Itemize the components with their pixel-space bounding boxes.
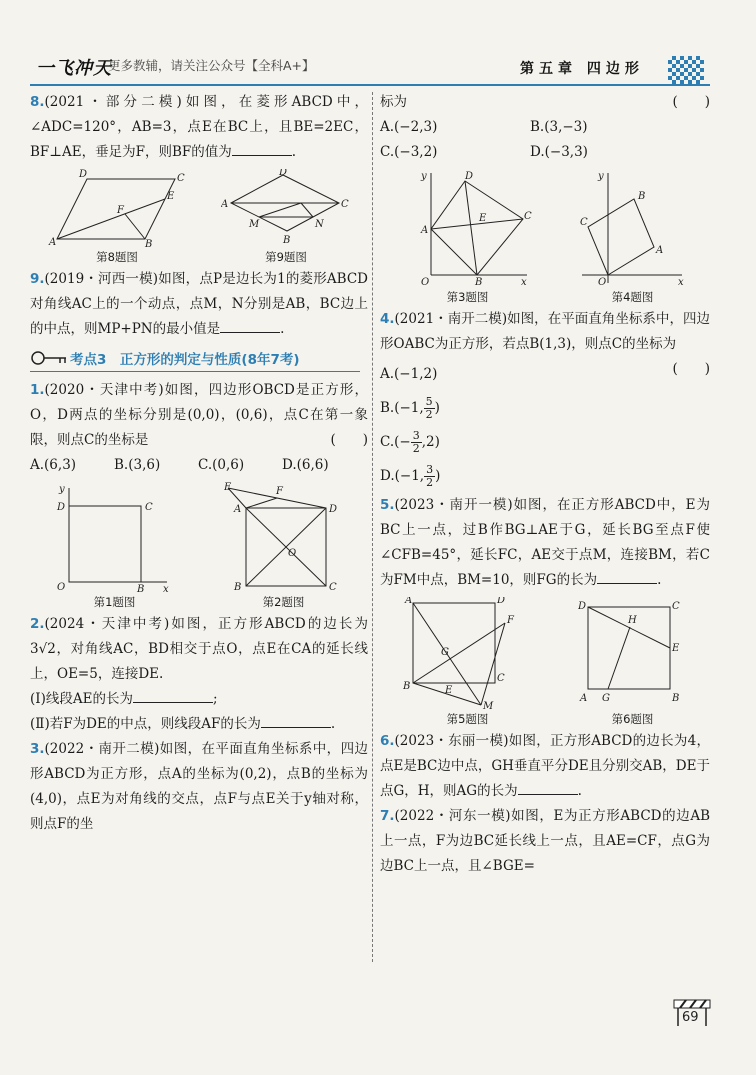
answer-blank[interactable] [220,318,280,333]
fig2-label: A [233,504,241,515]
fig9-label: D [279,169,288,178]
question-9: 9.(2019・河西一模)如图，点P是边长为1的菱形ABCD对角线AC上的一个动点，点M，N分别是AB，BC边上的中点，则MP+PN的最小值是 . [30,271,368,337]
page-number: 69 [682,1010,699,1025]
figure-6-caption: 第6题图 [611,712,654,726]
question-7: 7.(2022・河东一模)如图，E为正方形ABCD的边AB上一点，F为边BC延长线上一点，且AE=CF，点G为边BC上一点，且∠BGE= [380,808,710,874]
answer-blank[interactable] [232,141,292,156]
fig6-label: H [627,615,637,626]
fig1-label: C [144,502,153,513]
answer-blank[interactable] [518,780,578,795]
fig3-label: D [464,171,473,182]
fig2-label: B [233,582,241,592]
checker-decoration-icon [668,56,704,84]
question-2-part-1: (Ⅰ)线段AE的长为 ; [30,687,368,712]
fig3-label: O [420,277,429,287]
question-1: 1.(2020・天津中考)如图，四边形OBCD是正方形，O，D两点的坐标分别是(0,0)，(0,6)，点C在第一象限，则点C的坐标是 ( ) [30,378,368,453]
fig8-label: A [49,237,57,247]
figures-8-9 [30,169,368,265]
question-3-options [380,115,710,165]
figures-5-6 [380,597,710,727]
figure-9 [221,169,351,265]
fig4-label: x [677,277,684,287]
right-column [380,90,710,879]
fig2-label: C [328,582,337,592]
question-3: 3.(2022・南开二模)如图，在平面直角坐标系中，四边形ABCD为正方形，点A的坐标为(0,2)，点B的坐标为(4,0)，点E为对角线的交点，点F与点E关于y轴对称，则点F的坐 [30,741,368,832]
fig2-label: D [328,504,337,515]
question-5: 5.(2023・南开一模)如图，在正方形ABCD中，E为BC上一点，过B作BG⊥AE于G，延长BG至点F使∠CFB=45°，延长FC，AE交于点M，连接BM，若C为FM中点，BM=10，则FG的长为 . [380,497,710,588]
left-column [30,90,368,837]
fig3-label: x [520,277,527,287]
figure-8 [47,169,187,265]
question-2: 2.(2024・天津中考)如图，正方形ABCD的边长为3√2，对角线AC，BD相交于点O，点E在CA的延长线上，OE=5，连接DE. [30,616,368,682]
figure-2-diagram [224,482,344,592]
fig8-label: E [167,191,175,202]
chapter-title: 第五章 四边形 [520,61,644,77]
fig4-label: B [637,191,645,202]
fig5-label: D [496,597,505,606]
fig5-label: B [402,681,410,692]
fig8-label: B [145,239,153,247]
fig6-label: G [601,693,610,704]
fig6-label: E [671,643,679,654]
fig9-label: M [249,219,260,230]
fig2-label: F [275,486,283,497]
fig4-label: A [655,245,663,256]
fig9-label: N [315,219,324,230]
fig5-label: A [404,597,412,606]
figure-8-diagram [47,169,187,247]
answer-blank[interactable] [261,713,331,728]
section-heading: 考点3 正方形的判定与性质(8年7考) [30,348,360,372]
figure-5-caption: 第5题图 [446,712,489,726]
header-rule [30,84,710,86]
fig8-label: F [117,205,124,216]
fig6-label: B [671,693,679,704]
fig2-label: O [287,548,296,559]
fig5-label: E [444,685,452,696]
fig9-label: A [221,199,229,210]
question-6: 6.(2023・东丽一模)如图，正方形ABCD的边长为4，点E是BC边中点，GH垂直平分DE且分别交AB，DE于点G，H，则AG的长为 . [380,733,710,799]
fig1-label: y [58,484,65,495]
fig8-label: C [177,173,185,184]
figure-1-caption: 第1题图 [93,595,136,609]
option-a[interactable]: A.(6,3) [30,457,77,473]
option-d[interactable]: D.(6,6) [282,457,329,473]
question-4: 4.(2021・南开二模)如图，在平面直角坐标系中，四边形OABC为正方形，若点B(1,3)，则点C的坐标为 ( ) [380,307,710,357]
fig1-label: O [56,582,65,592]
fig2-label: E [223,482,231,493]
figure-4 [578,169,688,305]
page-number-badge [670,998,714,1028]
answer-paren[interactable]: ( ) [330,432,368,448]
fig6-label: D [577,601,586,612]
fig5-label: F [506,615,514,626]
option-c[interactable]: C.(− $\frac{3}{2}$ ,2) [380,429,440,455]
figure-3-diagram [403,169,533,287]
fig4-label: O [597,277,606,287]
figure-2-caption: 第2题图 [262,595,305,609]
option-a[interactable]: A.(−2,3) [380,119,438,135]
figure-8-caption: 第8题图 [96,250,138,264]
page-header [0,44,756,90]
figure-1 [55,482,175,610]
fig3-label: C [523,211,532,222]
figure-2 [224,482,344,610]
question-4-options [380,357,672,493]
fig4-label: C [579,217,588,228]
fig9-label: B [283,235,291,246]
figure-5 [403,597,533,727]
option-c[interactable]: C.(0,6) [198,457,245,473]
answer-blank[interactable] [597,569,657,584]
fig3-label: B [474,277,482,287]
answer-blank[interactable] [133,688,213,703]
figure-9-caption: 第9题图 [265,250,307,264]
fig1-label: D [56,502,65,513]
answer-paren[interactable]: ( ) [672,361,710,377]
figure-9-diagram [221,169,351,247]
fig4-label: y [597,171,604,182]
question-2-part-2: (Ⅱ)若F为DE的中点，则线段AF的长为 . [30,712,368,737]
figure-3-caption: 第3题图 [446,290,489,304]
key-icon [30,349,70,367]
answer-paren[interactable]: ( ) [672,94,710,110]
fig5-label: C [496,673,505,684]
figures-3-4 [380,169,710,305]
figure-6-diagram [578,597,688,709]
fig1-label: B [136,584,144,592]
fig3-label: A [420,225,428,236]
question-1-options [30,453,368,478]
option-b[interactable]: B.(−1, $\frac{5}{2}$ ) [380,395,440,421]
fig5-label: M [482,701,493,709]
fig8-label: D [79,169,88,180]
option-a[interactable]: A.(−1,2) [380,366,438,382]
brand-logo: 一飞冲天 [36,58,112,79]
figure-3 [403,169,533,305]
fig5-label: G [440,647,449,658]
option-d[interactable]: D.(−1, $\frac{3}{2}$ ) [380,463,441,489]
figure-5-diagram [403,597,533,709]
fig6-label: C [671,601,680,612]
fig1-label: x [162,584,169,592]
figure-6 [578,597,688,727]
figure-4-diagram [578,169,688,287]
question-3-continued: 标为 ( ) [380,90,710,115]
option-d[interactable]: D.(−3,3) [530,144,588,160]
fig3-label: E [478,213,486,224]
fig6-label: A [579,693,587,704]
option-b[interactable]: B.(3,6) [114,457,161,473]
figure-4-caption: 第4题图 [611,290,654,304]
promo-text: 更多教辅，请关注公众号【全科A+】 [108,58,315,73]
figure-1-diagram [55,482,175,592]
fig3-label: y [420,171,427,182]
option-b[interactable]: B.(3,−3) [530,119,588,135]
figures-1-2 [30,482,368,610]
option-c[interactable]: C.(−3,2) [380,144,438,160]
fig9-label: C [341,199,349,210]
question-8: 8.(2021・部分二模)如图，在菱形ABCD中，∠ADC=120°，AB=3，点E在BC上，且BE=2EC，BF⊥AE，垂足为F，则BF的值为 . [30,94,368,160]
column-divider [372,92,373,962]
